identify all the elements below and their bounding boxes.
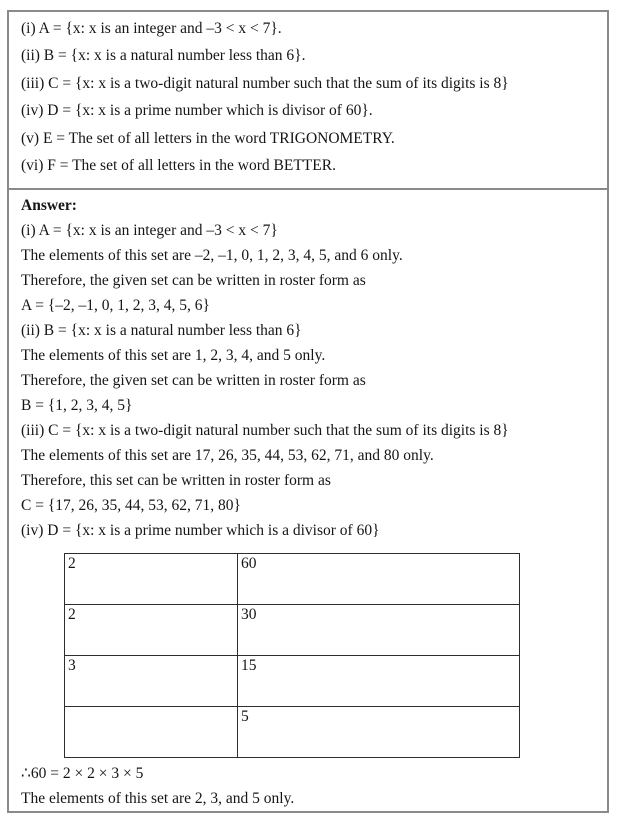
question-line-iv: (iv) D = {x: x is a prime number which is divisor of 60}.: [21, 102, 373, 120]
factor-cell-divisor-4: [65, 707, 238, 758]
factor-cell-quotient-2: 30: [238, 605, 520, 656]
answer-part-ii-setbuilder: (ii) B = {x: x is a natural number less than 6}: [21, 322, 302, 339]
answer-part-ii-elements: The elements of this set are 1, 2, 3, 4, and 5 only.: [21, 347, 326, 364]
question-line-v: (v) E = The set of all letters in the word TRIGONOMETRY.: [21, 129, 395, 147]
factor-cell-divisor-2: 2: [65, 605, 238, 656]
factor-cell-quotient-3: 15: [238, 656, 520, 707]
answer-part-iii-therefore: Therefore, this set can be written in roster form as: [21, 472, 331, 489]
answer-part-ii-roster: B = {1, 2, 3, 4, 5}: [21, 397, 133, 414]
factor-table-row: [65, 707, 520, 758]
answer-part-iii-roster: C = {17, 26, 35, 44, 53, 62, 71, 80}: [21, 497, 241, 514]
answer-part-i-roster: A = {–2, –1, 0, 1, 2, 3, 4, 5, 6}: [21, 297, 210, 314]
factor-table-row: [65, 554, 520, 605]
factor-cell-quotient-4: 5: [238, 707, 520, 758]
answer-heading: Answer:: [21, 197, 77, 214]
factor-table-row: [65, 656, 520, 707]
answer-part-i-elements: The elements of this set are –2, –1, 0, 1, 2, 3, 4, 5, and 6 only.: [21, 247, 403, 264]
answer-part-iii-elements: The elements of this set are 17, 26, 35, 44, 53, 62, 71, and 80 only.: [21, 447, 434, 464]
answer-part-iii-setbuilder: (iii) C = {x: x is a two-digit natural number such that the sum of its digits is 8}: [21, 422, 509, 439]
answer-part-iv-elements: The elements of this set are 2, 3, and 5 only.: [21, 790, 295, 807]
question-section: [9, 12, 607, 190]
prime-factorization-table: [64, 553, 520, 758]
document-page: [7, 10, 609, 813]
question-line-i: (i) A = {x: x is an integer and –3 < x < 7}.: [21, 20, 282, 37]
question-line-iii: (iii) C = {x: x is a two-digit natural number such that the sum of its digits is 8}: [21, 74, 509, 92]
answer-part-ii-therefore: Therefore, the given set can be written in roster form as: [21, 372, 366, 389]
answer-part-i-setbuilder: (i) A = {x: x is an integer and –3 < x < 7}: [21, 222, 278, 239]
answer-part-iv-setbuilder: (iv) D = {x: x is a prime number which is a divisor of 60}: [21, 522, 380, 539]
question-line-vi: (vi) F = The set of all letters in the word BETTER.: [21, 157, 336, 175]
factor-cell-divisor-3: 3: [65, 656, 238, 707]
factor-cell-quotient-1: 60: [238, 554, 520, 605]
answer-section: [9, 190, 607, 811]
answer-part-i-therefore: Therefore, the given set can be written in roster form as: [21, 272, 366, 289]
question-line-ii: (ii) B = {x: x is a natural number less than 6}.: [21, 47, 306, 65]
factorization-conclusion: ∴60 = 2 × 2 × 3 × 5: [21, 765, 144, 782]
factor-cell-divisor-1: 2: [65, 554, 238, 605]
factor-table-row: [65, 605, 520, 656]
